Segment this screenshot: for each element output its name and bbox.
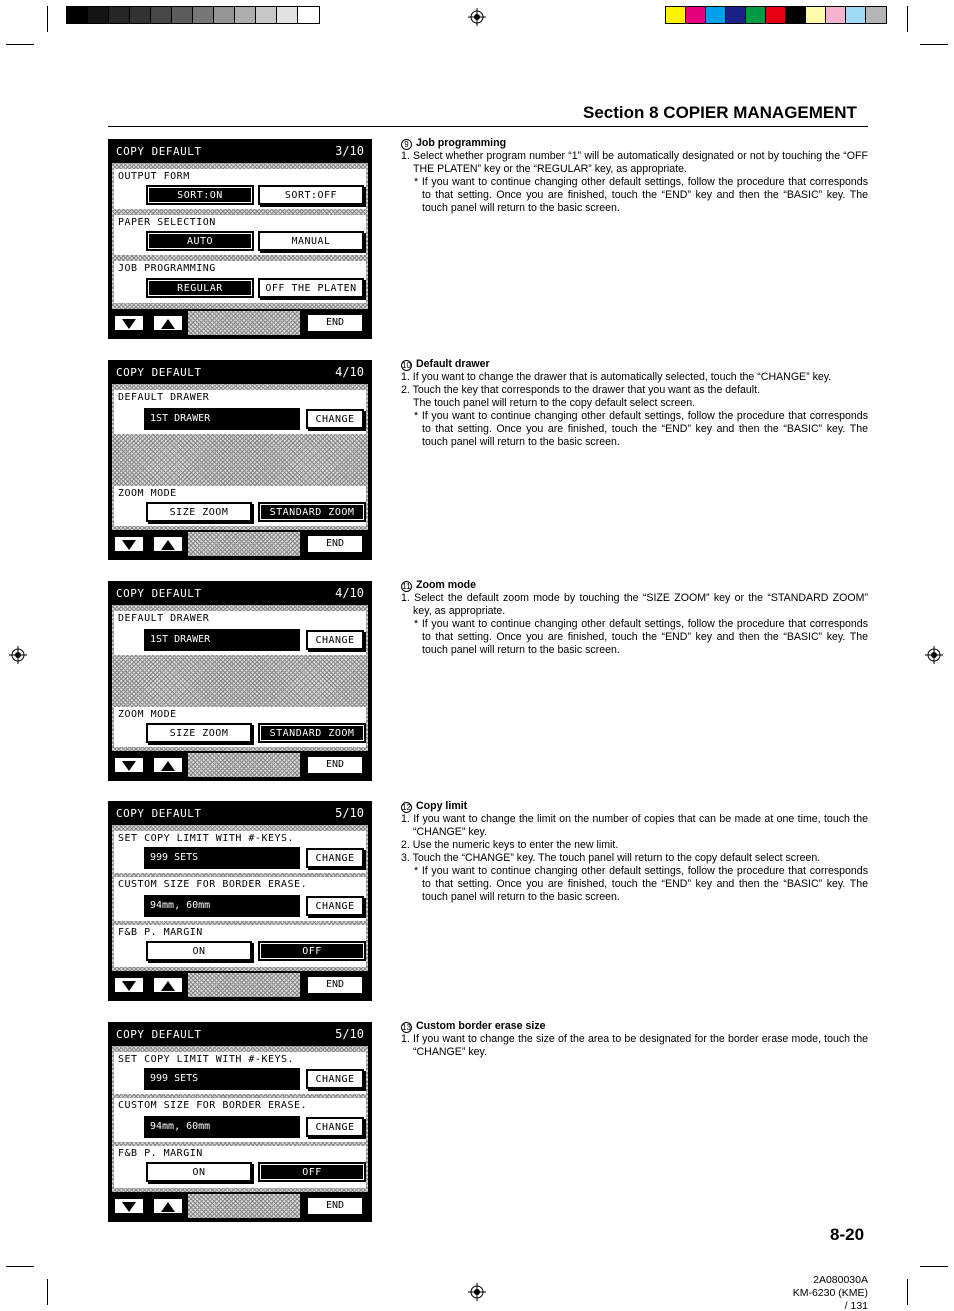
- copy-limit-label: SET COPY LIMIT WITH #-KEYS.: [118, 833, 295, 844]
- panel-title-bar: [110, 141, 370, 163]
- change-drawer-button[interactable]: CHANGE: [306, 630, 364, 650]
- color-bar: [665, 6, 887, 24]
- instruction-step: 1. Select whether program number “1” will be automatically designated or not by touching the “OFF THE PLATEN” key or the “REGULAR” key, as appropriate.: [401, 150, 868, 175]
- margin-row: [114, 1146, 366, 1188]
- gray-swatch: [256, 7, 277, 23]
- instruction-note: * If you want to continue changing other default settings, follow the procedure that corresponds to that setting. Once you are finished, touch the “END” key and then the “BASIC” key. The touch panel will return to the basic screen.: [414, 618, 868, 656]
- arrow-down-icon: [122, 760, 136, 772]
- grayscale-bar: [66, 6, 320, 24]
- gray-swatch: [298, 7, 319, 23]
- page-down-button[interactable]: [112, 755, 146, 775]
- footer-model: KM-6230 (KME): [792, 1287, 868, 1299]
- gray-swatch: [151, 7, 172, 23]
- sort-off-key[interactable]: SORT:OFF: [258, 185, 364, 205]
- job-programming-label: JOB PROGRAMMING: [118, 263, 216, 274]
- section-heading: [401, 137, 868, 150]
- panel-page-indicator: 3/10: [335, 144, 364, 158]
- section-heading: [401, 1020, 868, 1033]
- footer: [780, 1274, 868, 1311]
- page-up-button[interactable]: [151, 755, 185, 775]
- heading-text: Custom border erase size: [416, 1020, 546, 1032]
- panel-bottom-bar: [110, 751, 370, 779]
- change-copy-limit-button[interactable]: CHANGE: [306, 1069, 364, 1089]
- sort-on-key[interactable]: SORT:ON: [146, 185, 254, 205]
- gray-swatch: [214, 7, 235, 23]
- page-down-button[interactable]: [112, 534, 146, 554]
- crop-mark: [907, 6, 908, 32]
- copy-default-panel-3: [108, 139, 372, 339]
- arrow-down-icon: [122, 318, 136, 330]
- section-heading: [401, 800, 868, 813]
- arrow-down-icon: [122, 980, 136, 992]
- bottom-hatch: [188, 753, 300, 777]
- margin-on-key[interactable]: ON: [146, 1162, 252, 1182]
- section-default-drawer: [401, 358, 868, 449]
- registration-mark-icon: [925, 646, 943, 664]
- step-number-badge: 10: [402, 361, 411, 370]
- paper-selection-row: [114, 215, 366, 255]
- page-up-button[interactable]: [151, 313, 185, 333]
- color-swatch: [726, 7, 746, 23]
- color-swatch: [686, 7, 706, 23]
- page-up-button[interactable]: [151, 1196, 185, 1216]
- color-swatch: [866, 7, 886, 23]
- panel-page-indicator: 5/10: [335, 1027, 364, 1041]
- instruction-note: * If you want to continue changing other default settings, follow the procedure that corresponds to that setting. Once you are finished, touch the “END” key and then the “BASIC” key. The touch panel will return to the basic screen.: [414, 865, 868, 903]
- drawer-value: 1ST DRAWER: [144, 629, 300, 651]
- arrow-up-icon: [161, 980, 175, 992]
- panel-title-bar: [110, 803, 370, 825]
- panel-body: [112, 1046, 368, 1192]
- panel-title: COPY DEFAULT: [116, 1028, 202, 1041]
- zoom-mode-label: ZOOM MODE: [118, 488, 177, 499]
- copy-default-panel-5-border: [108, 1022, 372, 1222]
- standard-zoom-key[interactable]: STANDARD ZOOM: [258, 502, 366, 522]
- arrow-up-icon: [161, 1201, 175, 1213]
- margin-off-key[interactable]: OFF: [258, 1162, 366, 1182]
- panel-body: [112, 605, 368, 751]
- panel-body: [112, 163, 368, 309]
- drawer-value: 1ST DRAWER: [144, 408, 300, 430]
- copy-limit-value: 999 SETS: [144, 1068, 300, 1090]
- size-zoom-key[interactable]: SIZE ZOOM: [146, 502, 252, 522]
- zoom-mode-row: [114, 707, 366, 747]
- panel-title: COPY DEFAULT: [116, 807, 202, 820]
- color-swatch: [826, 7, 846, 23]
- registration-mark-icon: [468, 8, 486, 26]
- change-copy-limit-button[interactable]: CHANGE: [306, 848, 364, 868]
- instruction-step: 2. Use the numeric keys to enter the new limit.: [401, 839, 619, 851]
- margin-label: F&B P. MARGIN: [118, 1148, 203, 1159]
- panel-bottom-bar: [110, 971, 370, 999]
- heading-text: Copy limit: [416, 800, 468, 812]
- crop-mark: [47, 1279, 48, 1305]
- zoom-mode-label: ZOOM MODE: [118, 709, 177, 720]
- step-number-badge: 11: [402, 582, 411, 591]
- zoom-mode-row: [114, 486, 366, 526]
- change-drawer-button[interactable]: CHANGE: [306, 409, 364, 429]
- panel-bottom-bar: [110, 530, 370, 558]
- border-erase-value: 94mm, 60mm: [144, 895, 300, 917]
- crop-mark: [6, 44, 34, 45]
- gray-swatch: [67, 7, 88, 23]
- section-border-erase: [401, 1020, 868, 1059]
- section-title: Section 8 COPIER MANAGEMENT: [583, 103, 857, 122]
- paper-selection-label: PAPER SELECTION: [118, 217, 216, 228]
- panel-body: [112, 384, 368, 530]
- border-erase-label: CUSTOM SIZE FOR BORDER ERASE.: [118, 879, 308, 890]
- color-swatch: [766, 7, 786, 23]
- page-up-button[interactable]: [151, 975, 185, 995]
- gray-swatch: [235, 7, 256, 23]
- step-number-badge: 9: [401, 139, 412, 150]
- border-erase-label: CUSTOM SIZE FOR BORDER ERASE.: [118, 1100, 308, 1111]
- color-swatch: [746, 7, 766, 23]
- border-erase-row: [114, 1098, 366, 1142]
- panel-page-indicator: 5/10: [335, 806, 364, 820]
- section-zoom-mode: [401, 579, 868, 657]
- bottom-hatch: [188, 532, 300, 556]
- panel-page-indicator: 4/10: [335, 586, 364, 600]
- panel-page-indicator: 4/10: [335, 365, 364, 379]
- page-down-button[interactable]: [112, 1196, 146, 1216]
- end-button[interactable]: END: [306, 975, 364, 995]
- end-button[interactable]: END: [306, 755, 364, 775]
- default-drawer-label: DEFAULT DRAWER: [118, 392, 210, 403]
- heading-text: Default drawer: [416, 358, 490, 370]
- color-swatch: [846, 7, 866, 23]
- section-heading: [401, 579, 868, 592]
- gray-swatch: [130, 7, 151, 23]
- page-down-button[interactable]: [112, 313, 146, 333]
- bottom-hatch: [188, 311, 300, 335]
- section-copy-limit: [401, 800, 868, 904]
- end-button[interactable]: END: [306, 1196, 364, 1216]
- section-job-programming: [401, 137, 868, 215]
- heading-text: Zoom mode: [416, 579, 477, 591]
- section-heading: [401, 358, 868, 371]
- color-swatch: [666, 7, 686, 23]
- border-erase-value: 94mm, 60mm: [144, 1116, 300, 1138]
- crop-mark: [907, 1279, 908, 1305]
- panel-title-bar: [110, 362, 370, 384]
- manual-key[interactable]: MANUAL: [258, 231, 364, 251]
- default-drawer-row: [114, 611, 366, 655]
- color-swatch: [806, 7, 826, 23]
- crop-mark: [6, 1266, 34, 1267]
- page-number: 8-20: [830, 1225, 865, 1244]
- panel-title: COPY DEFAULT: [116, 145, 202, 158]
- default-drawer-label: DEFAULT DRAWER: [118, 613, 210, 624]
- margin-label: F&B P. MARGIN: [118, 927, 203, 938]
- page-up-button[interactable]: [151, 534, 185, 554]
- crop-mark: [920, 1266, 948, 1267]
- step-number-badge: 13: [402, 1023, 411, 1032]
- instruction-note: * If you want to continue changing other default settings, follow the procedure that corresponds to that setting. Once you are finished, touch the “END” key and then the “BASIC” key. The touch panel will return to the basic screen.: [414, 176, 868, 214]
- registration-mark-icon: [9, 646, 27, 664]
- margin-off-key[interactable]: OFF: [258, 941, 366, 961]
- instruction-continuation: The touch panel will return to the copy default select screen.: [413, 397, 696, 409]
- registration-mark-icon: [468, 1283, 486, 1301]
- panel-bottom-bar: [110, 1192, 370, 1220]
- instruction-step: 3. Touch the “CHANGE” key. The touch panel will return to the copy default select screen.: [401, 852, 821, 864]
- gray-swatch: [88, 7, 109, 23]
- footer-code: 2A080030A: [813, 1274, 868, 1286]
- copy-limit-row: [114, 831, 366, 873]
- page-down-button[interactable]: [112, 975, 146, 995]
- crop-mark: [920, 44, 948, 45]
- instruction-step: 2. Touch the key that corresponds to the drawer that you want as the default.: [401, 384, 761, 396]
- arrow-up-icon: [161, 539, 175, 551]
- footer-sheet: / 131: [844, 1300, 868, 1311]
- instruction-note: * If you want to continue changing other default settings, follow the procedure that corresponds to that setting. Once you are finished, touch the “END” key and then the “BASIC” key. The touch panel will return to the basic screen.: [414, 410, 868, 448]
- color-swatch: [786, 7, 806, 23]
- end-button[interactable]: END: [306, 313, 364, 333]
- border-erase-row: [114, 877, 366, 921]
- end-button[interactable]: END: [306, 534, 364, 554]
- gray-swatch: [277, 7, 298, 23]
- copy-default-panel-4: [108, 360, 372, 560]
- size-zoom-key[interactable]: SIZE ZOOM: [146, 723, 252, 743]
- arrow-up-icon: [161, 760, 175, 772]
- standard-zoom-key[interactable]: STANDARD ZOOM: [258, 723, 366, 743]
- margin-row: [114, 925, 366, 967]
- step-number-badge: 12: [402, 803, 411, 812]
- panel-title: COPY DEFAULT: [116, 366, 202, 379]
- output-form-label: OUTPUT FORM: [118, 171, 190, 182]
- arrow-down-icon: [122, 539, 136, 551]
- panel-title: COPY DEFAULT: [116, 587, 202, 600]
- auto-key[interactable]: AUTO: [146, 231, 254, 251]
- panel-bottom-bar: [110, 309, 370, 337]
- change-border-erase-button[interactable]: CHANGE: [306, 1117, 364, 1137]
- heading-text: Job programming: [416, 137, 507, 149]
- bottom-hatch: [188, 973, 300, 997]
- copy-limit-value: 999 SETS: [144, 847, 300, 869]
- copy-default-panel-5: [108, 801, 372, 1001]
- off-the-platen-key[interactable]: OFF THE PLATEN: [258, 278, 364, 298]
- panel-body: [112, 825, 368, 971]
- instruction-step: 1. Select the default zoom mode by touching the “SIZE ZOOM” key or the “STANDARD ZOOM” key, as appropriate.: [401, 592, 868, 617]
- arrow-up-icon: [161, 318, 175, 330]
- panel-title-bar: [110, 1024, 370, 1046]
- copy-default-panel-4-zoom: [108, 581, 372, 781]
- instruction-step: 1. If you want to change the size of the area to be designated for the border erase mode, touch the “CHANGE” key.: [401, 1033, 868, 1058]
- instruction-step: 1. If you want to change the drawer that is automatically selected, touch the “CHANGE” key.: [401, 371, 832, 383]
- panel-title-bar: [110, 583, 370, 605]
- crop-mark: [47, 6, 48, 32]
- copy-limit-label: SET COPY LIMIT WITH #-KEYS.: [118, 1054, 295, 1065]
- bottom-hatch: [188, 1194, 300, 1218]
- regular-key[interactable]: REGULAR: [146, 278, 254, 298]
- margin-on-key[interactable]: ON: [146, 941, 252, 961]
- job-programming-row: [114, 261, 366, 303]
- copy-limit-row: [114, 1052, 366, 1094]
- gray-swatch: [109, 7, 130, 23]
- color-swatch: [706, 7, 726, 23]
- arrow-down-icon: [122, 1201, 136, 1213]
- gray-swatch: [193, 7, 214, 23]
- default-drawer-row: [114, 390, 366, 434]
- output-form-row: [114, 169, 366, 209]
- instruction-step: 1. If you want to change the limit on the number of copies that can be made at one time, touch the “CHANGE” key.: [401, 813, 868, 838]
- gray-swatch: [172, 7, 193, 23]
- header-rule: [108, 126, 868, 127]
- change-border-erase-button[interactable]: CHANGE: [306, 896, 364, 916]
